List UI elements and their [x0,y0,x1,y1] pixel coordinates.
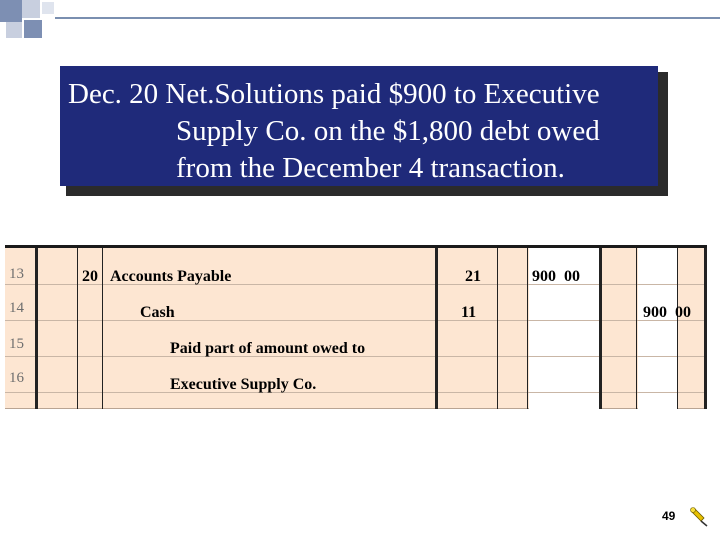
entry-credit-account: Cash [140,304,175,321]
entry-explanation: Executive Supply Co. [170,376,317,393]
entry-explanation: Paid part of amount owed to [170,340,366,357]
title-line-2: Supply Co. on the $1,800 debt owed [176,115,600,147]
line-number: 15 [9,336,24,352]
page-number: 49 [662,509,676,523]
header-rule [55,17,720,19]
line-number: 16 [9,370,24,386]
entry-debit-amount: 900 00 [532,268,580,285]
title-line-3: from the December 4 transaction. [176,152,565,184]
title-line-1: Dec. 20 Net.Solutions paid $900 to Executive [68,78,600,110]
entry-post-ref: 21 [465,268,481,285]
entry-date: 20 [82,268,98,285]
title-box [60,66,658,186]
credit-cents-column [638,248,678,409]
pushpin-icon [688,506,710,528]
line-number: 13 [9,266,24,282]
journal-table [5,245,707,409]
line-number: 14 [9,300,24,316]
entry-post-ref: 11 [461,304,477,321]
entry-debit-account: Accounts Payable [110,268,232,285]
entry-credit-amount: 900 00 [643,304,691,321]
